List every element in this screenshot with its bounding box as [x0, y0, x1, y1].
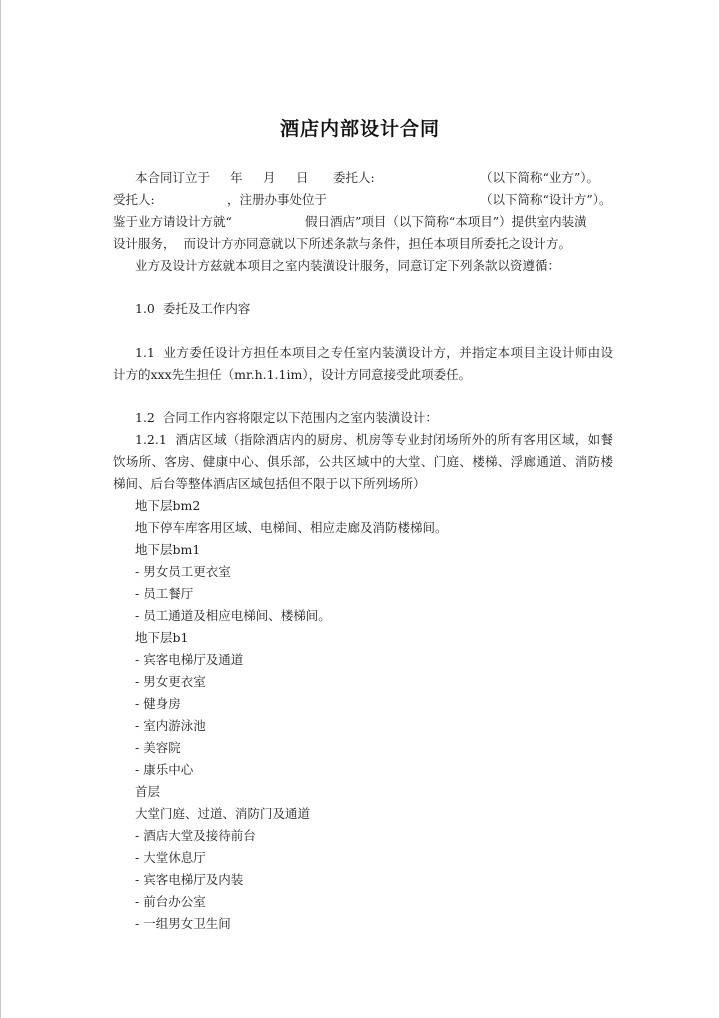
section-1-2-1-text-2: 饮场所、客房、健康中心、俱乐部，公共区域中的大堂、门庭、楼梯、浮廊通道、消防楼 [113, 454, 613, 469]
area-item [0, 716, 720, 736]
section-1-0-heading [0, 299, 720, 319]
section-1-2-heading [0, 408, 720, 428]
area-item-text: - 室内游泳池 [135, 718, 206, 733]
intro-registered-office: ，注册办事处位于 [227, 192, 328, 207]
area-item [0, 650, 720, 670]
section-1-2-1-text-1: 1.2.1 酒店区域（指除酒店内的厨房、机房等专业封闭场所外的所有客用区域，如餐 [135, 432, 613, 447]
area-item-text: - 酒店大堂及接待前台 [135, 828, 256, 843]
area-item [0, 892, 720, 912]
intro-client-short: （以下简称“业方”）。 [480, 170, 600, 185]
area-item-text: - 前台办公室 [135, 894, 206, 909]
area-item-text: - 美容院 [135, 740, 181, 755]
area-item-text: - 男女更衣室 [135, 674, 206, 689]
area-item [0, 782, 720, 802]
area-item [0, 628, 720, 648]
intro-line-4 [0, 234, 720, 254]
intro-trustee-short: （以下简称“设计方”）。 [480, 192, 612, 207]
area-item-text: - 一组男女卫生间 [135, 916, 231, 931]
intro-project-prefix: 鉴于业方请设计方就“ [113, 214, 232, 229]
area-item [0, 672, 720, 692]
section-1-2-1-line-1 [0, 430, 720, 450]
section-1-2-1-text-3: 梯间、后台等整体酒店区域包括但不限于以下所列场所） [113, 476, 426, 491]
area-item [0, 760, 720, 780]
area-item [0, 518, 720, 538]
area-item-text: - 健身房 [135, 696, 181, 711]
section-1-1-line-2 [0, 365, 720, 385]
area-item [0, 584, 720, 604]
area-item [0, 848, 720, 868]
area-item-text: 大堂门庭、过道、消防门及通道 [135, 806, 311, 821]
area-item-text: 地下层b1 [135, 630, 189, 645]
area-item [0, 826, 720, 846]
area-item-text: - 员工通道及相应电梯间、楼梯间。 [135, 608, 331, 623]
document-title: 酒店内部设计合同 [279, 118, 440, 140]
intro-client-label: 委托人: [333, 170, 375, 185]
area-item [0, 606, 720, 626]
area-item-text: 地下层bm2 [135, 498, 201, 513]
area-item [0, 540, 720, 560]
intro-line-5-text: 业方及设计方兹就本项目之室内装潢设计服务，同意订定下列条款以资遵循： [135, 258, 561, 273]
area-item-text: 地下层bm1 [135, 542, 201, 557]
intro-line-1 [0, 168, 720, 188]
section-1-2-1-line-2 [0, 452, 720, 472]
intro-line-2 [0, 190, 720, 210]
intro-project-name: 假日酒店”项目（以下简称“本项目”）提供室内装潢 [305, 214, 587, 229]
intro-line-5 [0, 256, 720, 276]
area-item [0, 738, 720, 758]
area-item [0, 496, 720, 516]
section-1-0-text: 1.0 委托及工作内容 [135, 301, 251, 316]
intro-year: 年 [230, 170, 243, 185]
section-1-1-text-1: 1.1 业方委任设计方担任本项目之专任室内装潢设计方，并指定本项目主设计师由设 [135, 345, 613, 360]
area-item [0, 870, 720, 890]
area-item-text: - 员工餐厅 [135, 586, 194, 601]
area-item-text: 地下停车库客用区域、电梯间、相应走廊及消防楼梯间。 [135, 520, 448, 535]
area-item-text: - 康乐中心 [135, 762, 194, 777]
intro-month: 月 [263, 170, 276, 185]
section-1-1-text-2: 计方的xxx先生担任（mr.h.1.1im），设计方同意接受此项委任。 [113, 367, 472, 382]
area-item [0, 914, 720, 934]
intro-line-3 [0, 212, 720, 232]
area-item-text: - 宾客电梯厅及通道 [135, 652, 244, 667]
area-item-text: - 大堂休息厅 [135, 850, 206, 865]
intro-date-prefix: 本合同订立于 [135, 170, 211, 185]
area-item-text: - 男女员工更衣室 [135, 564, 231, 579]
intro-day: 日 [296, 170, 309, 185]
area-item [0, 562, 720, 582]
area-item [0, 694, 720, 714]
intro-line-4-text: 设计服务， 而设计方亦同意就以下所述条款与条件，担任本项目所委托之设计方。 [113, 236, 571, 251]
section-1-2-1-line-3 [0, 474, 720, 494]
area-item-text: - 宾客电梯厅及内装 [135, 872, 244, 887]
section-1-2-text: 1.2 合同工作内容将限定以下范围内之室内装潢设计： [135, 410, 438, 425]
area-item-text: 首层 [135, 784, 161, 799]
section-1-1-line-1 [0, 343, 720, 363]
area-item [0, 804, 720, 824]
intro-trustee-label: 受托人: [113, 192, 155, 207]
